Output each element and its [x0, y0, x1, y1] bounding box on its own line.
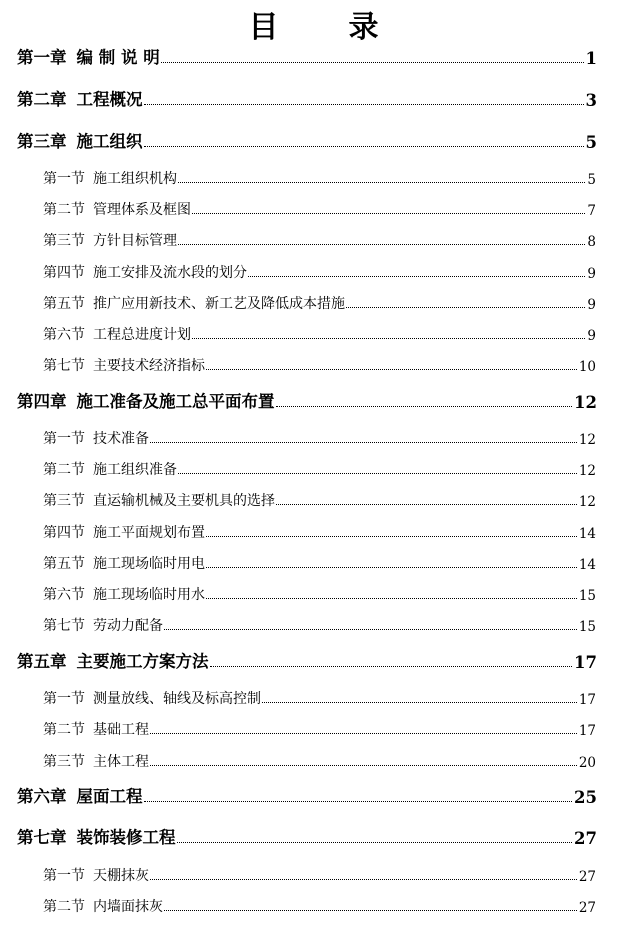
- dot-leader: [150, 442, 577, 443]
- entry-number: 第一节: [43, 171, 85, 187]
- toc-section-entry[interactable]: [43, 289, 596, 313]
- entry-number: 第一节: [43, 868, 85, 884]
- page-number: 12: [578, 432, 596, 448]
- entry-title: 施工安排及流水段的划分: [93, 265, 247, 281]
- page-number: 15: [578, 619, 596, 635]
- toc-section-entry[interactable]: [43, 549, 596, 573]
- entry-title: 施工平面规划布置: [93, 525, 205, 541]
- page-number: 17: [578, 723, 596, 739]
- toc-chapter-entry[interactable]: [17, 824, 597, 848]
- entry-title: 施工现场临时用电: [93, 556, 205, 572]
- dot-leader: [164, 629, 577, 630]
- entry-title: 施工组织: [76, 132, 143, 151]
- page-number: 14: [578, 557, 596, 573]
- entry-number: 第三节: [43, 493, 85, 509]
- entry-title: 装饰装修工程: [76, 828, 176, 847]
- page-number: 25: [574, 788, 597, 807]
- dot-leader: [206, 369, 577, 370]
- entry-title: 管理体系及框图: [93, 202, 191, 218]
- entry-title: 编 制 说 明: [76, 48, 160, 67]
- page-number: 10: [578, 359, 596, 375]
- page-number: 15: [578, 588, 596, 604]
- page-number: 3: [585, 91, 597, 110]
- entry-number: 第五章: [17, 652, 67, 671]
- page-number: 9: [587, 266, 596, 282]
- entry-number: 第七章: [17, 828, 67, 847]
- entry-title: 天棚抹灰: [93, 868, 149, 884]
- dot-leader: [178, 244, 585, 245]
- entry-number: 第六节: [43, 587, 85, 603]
- page-number: 17: [578, 692, 596, 708]
- entry-number: 第三节: [43, 754, 85, 770]
- dot-leader: [262, 702, 577, 703]
- toc-chapter-entry[interactable]: [17, 388, 597, 412]
- dot-leader: [206, 536, 577, 537]
- dot-leader: [150, 765, 577, 766]
- entry-title: 施工组织机构: [93, 171, 177, 187]
- entry-title: 推广应用新技术、新工艺及降低成本措施: [93, 296, 345, 312]
- dot-leader: [161, 62, 584, 63]
- page-number: 12: [574, 393, 597, 412]
- toc-section-entry[interactable]: [43, 684, 596, 708]
- toc-section-entry[interactable]: [43, 580, 596, 604]
- dot-leader: [178, 182, 585, 183]
- dot-leader: [144, 801, 573, 802]
- title-char-1: 目: [248, 10, 279, 45]
- entry-title: 屋面工程: [76, 787, 143, 806]
- entry-number: 第五节: [43, 296, 85, 312]
- entry-title: 施工组织准备: [93, 462, 177, 478]
- toc-chapter-entry[interactable]: [17, 128, 597, 152]
- entry-number: 第四章: [17, 392, 67, 411]
- entry-title: 主要技术经济指标: [93, 358, 205, 374]
- entry-number: 第一节: [43, 691, 85, 707]
- entry-number: 第六章: [17, 787, 67, 806]
- page-number: 12: [578, 494, 596, 510]
- entry-title: 主要施工方案方法: [76, 652, 209, 671]
- entry-title: 劳动力配备: [93, 618, 163, 634]
- entry-title: 直运输机械及主要机具的选择: [93, 493, 275, 509]
- page-number: 8: [587, 234, 596, 250]
- toc-section-entry[interactable]: [43, 455, 596, 479]
- toc-chapter-entry[interactable]: [17, 783, 597, 807]
- toc-section-entry[interactable]: [43, 226, 596, 250]
- entry-title: 内墙面抹灰: [93, 899, 163, 915]
- entry-number: 第二节: [43, 722, 85, 738]
- toc-section-entry[interactable]: [43, 424, 596, 448]
- toc-chapter-entry[interactable]: [17, 86, 597, 110]
- entry-number: 第一章: [17, 48, 67, 67]
- dot-leader: [177, 842, 573, 843]
- toc-section-entry[interactable]: [43, 747, 596, 771]
- entry-number: 第二节: [43, 462, 85, 478]
- entry-title: 方针目标管理: [93, 233, 177, 249]
- dot-leader: [276, 504, 577, 505]
- page-number: 9: [587, 297, 596, 313]
- entry-title: 施工准备及施工总平面布置: [76, 392, 275, 411]
- page-number: 27: [578, 900, 596, 916]
- dot-leader: [164, 910, 577, 911]
- dot-leader: [178, 473, 577, 474]
- page-number: 27: [574, 829, 597, 848]
- toc-chapter-entry[interactable]: [17, 648, 597, 672]
- dot-leader: [276, 406, 573, 407]
- toc-chapter-entry[interactable]: [17, 44, 597, 68]
- toc-section-entry[interactable]: [43, 320, 596, 344]
- dot-leader: [206, 567, 577, 568]
- entry-number: 第一节: [43, 431, 85, 447]
- page-number: 1: [585, 49, 597, 68]
- toc-section-entry[interactable]: [43, 258, 596, 282]
- entry-title: 测量放线、轴线及标高控制: [93, 691, 261, 707]
- toc-section-entry[interactable]: [43, 715, 596, 739]
- entry-number: 第四节: [43, 265, 85, 281]
- title-char-2: 录: [348, 10, 379, 45]
- page-number: 5: [587, 172, 596, 188]
- entry-number: 第三章: [17, 132, 67, 151]
- entry-title: 工程总进度计划: [93, 327, 191, 343]
- dot-leader: [210, 666, 573, 667]
- toc-section-entry[interactable]: [43, 611, 596, 635]
- dot-leader: [144, 146, 584, 147]
- entry-title: 施工现场临时用水: [93, 587, 205, 603]
- page-number: 9: [587, 328, 596, 344]
- page-number: 20: [578, 755, 596, 771]
- page-number: 5: [585, 133, 597, 152]
- toc-section-entry[interactable]: [43, 164, 596, 188]
- entry-title: 主体工程: [93, 754, 149, 770]
- dot-leader: [192, 338, 585, 339]
- dot-leader: [248, 276, 585, 277]
- entry-title: 技术准备: [93, 431, 149, 447]
- toc-section-entry[interactable]: [43, 195, 596, 219]
- dot-leader: [144, 104, 584, 105]
- entry-number: 第二节: [43, 202, 85, 218]
- toc-section-entry[interactable]: [43, 486, 596, 510]
- dot-leader: [150, 879, 577, 880]
- dot-leader: [192, 213, 585, 214]
- entry-number: 第三节: [43, 233, 85, 249]
- page-number: 14: [578, 526, 596, 542]
- entry-number: 第二章: [17, 90, 67, 109]
- entry-number: 第五节: [43, 556, 85, 572]
- page-number: 17: [574, 653, 597, 672]
- entry-number: 第七节: [43, 618, 85, 634]
- toc-section-entry[interactable]: [43, 892, 596, 916]
- entry-title: 基础工程: [93, 722, 149, 738]
- entry-title: 工程概况: [76, 90, 143, 109]
- toc-section-entry[interactable]: [43, 861, 596, 885]
- entry-number: 第四节: [43, 525, 85, 541]
- page-number: 27: [578, 869, 596, 885]
- dot-leader: [150, 733, 577, 734]
- dot-leader: [346, 307, 585, 308]
- entry-number: 第七节: [43, 358, 85, 374]
- page-number: 12: [578, 463, 596, 479]
- entry-number: 第二节: [43, 899, 85, 915]
- toc-section-entry[interactable]: [43, 351, 596, 375]
- page-title: [0, 2, 627, 45]
- entry-number: 第六节: [43, 327, 85, 343]
- toc-section-entry[interactable]: [43, 518, 596, 542]
- dot-leader: [206, 598, 577, 599]
- page-number: 7: [587, 203, 596, 219]
